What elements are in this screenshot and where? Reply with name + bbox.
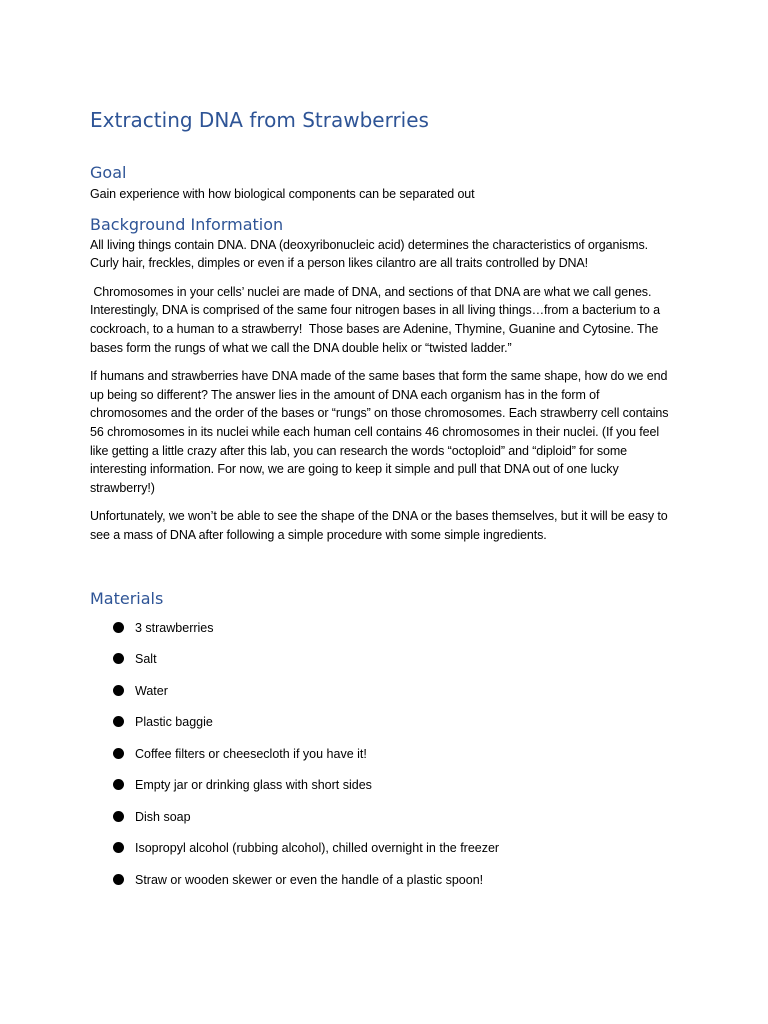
bullet-icon <box>113 622 124 633</box>
materials-heading: Materials <box>90 588 164 608</box>
materials-list-item <box>90 713 680 745</box>
bullet-icon <box>113 811 124 822</box>
bullet-icon <box>113 685 124 696</box>
materials-list-item <box>90 650 680 682</box>
materials-list-item <box>90 619 680 651</box>
materials-list-item <box>90 682 680 714</box>
materials-item-label: Plastic baggie <box>135 715 213 729</box>
goal-text: Gain experience with how biological components can be separated out <box>90 187 475 201</box>
materials-item-label: Water <box>135 683 168 698</box>
document-content <box>90 106 680 902</box>
materials-list-item <box>90 839 680 871</box>
background-paragraph-2: Chromosomes in your cells’ nuclei are made of DNA, and sections of that DNA are what we call genes. Interestingly, DNA is comprised of the same four nitrogen bases in all living things…from a bacterium to a cockroach, to a human to a strawberry! Those bases are Adenine, Thymine, Guanine and Cytosine. The bases form the rungs of what we call the DNA double helix or “twisted ladder.” <box>90 284 664 355</box>
bullet-icon <box>113 779 124 790</box>
bullet-icon <box>113 842 124 853</box>
materials-item-label: Straw or wooden skewer or even the handle of a plastic spoon! <box>135 872 484 887</box>
materials-item-label: Empty jar or drinking glass with short sides <box>135 778 372 792</box>
materials-list-item <box>90 808 680 840</box>
goal-heading: Goal <box>90 163 127 182</box>
background-paragraph-4: Unfortunately, we won’t be able to see the shape of the DNA or the bases themselves, but it will be easy to see a mass of DNA after following a simple procedure with some simple ingredients. <box>90 509 668 542</box>
bullet-icon <box>113 748 124 759</box>
materials-item-label: Salt <box>135 652 157 666</box>
materials-list-item <box>90 745 680 777</box>
materials-item-label: 3 strawberries <box>135 620 214 635</box>
bullet-icon <box>113 874 124 885</box>
document-title: Extracting DNA from Strawberries <box>90 108 429 132</box>
materials-item-label: Isopropyl alcohol (rubbing alcohol), chilled overnight in the freezer <box>135 841 500 855</box>
materials-list <box>90 619 680 903</box>
materials-item-label: Coffee filters or cheesecloth if you have it! <box>135 746 367 761</box>
background-heading: Background Information <box>90 214 284 234</box>
background-paragraph-3: If humans and strawberries have DNA made of the same bases that form the same shape, how do we end up being so different? The answer lies in the amount of DNA each organism has in the form of chromosomes and the order of the bases or “rungs” on those chromosomes. Each strawberry cell contains 56 chromosomes in its nuclei while each human cell contains 46 chromosomes in their nuclei. (If you feel like getting a little crazy after this lab, you can research the words “octoploid” and “diploid” for some interesting information. For now, we are going to keep it simple and pull that DNA out of one lucky strawberry!) <box>90 369 669 495</box>
background-paragraph-1: All living things contain DNA. DNA (deoxyribonucleic acid) determines the characteristics of organisms. Curly hair, freckles, dimples or even if a person likes cilantro are all traits controlled by DNA! <box>90 237 648 271</box>
bullet-icon <box>113 653 124 664</box>
materials-list-item <box>90 871 680 903</box>
bullet-icon <box>113 716 124 727</box>
materials-list-item <box>90 776 680 808</box>
materials-item-label: Dish soap <box>135 809 191 824</box>
